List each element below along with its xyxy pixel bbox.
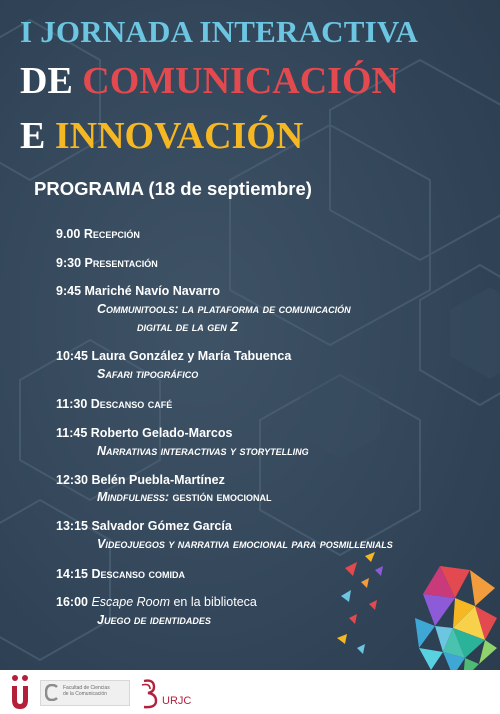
title-highlight-innovacion: INNOVACIÓN [54,115,304,157]
schedule-detail: Videojuegos y narrativa emocional para posmillenials [97,537,393,551]
schedule-text: Presentación [84,256,158,270]
schedule-detail-navio-line1 [97,301,351,318]
schedule-time: 11:30 [56,397,88,411]
title-line-3 [20,117,303,155]
schedule-detail: Narrativas interactivas y storytelling [97,444,309,458]
schedule-time: 10:45 [56,349,88,363]
faculty-c-icon [45,684,59,701]
schedule-text: Descanso café [90,397,173,411]
schedule-item-reception [56,226,140,243]
faculty-name [63,685,110,697]
schedule-time: 9.00 [56,227,81,241]
title-line-1: I JORNADA INTERACTIVA [20,14,419,49]
schedule-speaker: Belén Puebla-Martínez [91,473,225,487]
schedule-detail-em: Communitools: [97,302,179,316]
footer-logo-bar [0,670,500,714]
schedule-speaker: Roberto Gelado-Marcos [90,426,233,440]
title-line-2-prefix: DE [20,60,83,102]
schedule-time: 16:00 [56,595,88,609]
schedule-time: 11:45 [56,426,88,440]
title-line-3-prefix: E [20,115,55,157]
title-highlight-comunicacion: COMUNICACIÓN [82,60,399,102]
schedule-detail: Safari tipográfico [97,367,199,381]
schedule-item-lunch-break [56,566,185,583]
urjc-text: URJC [162,695,192,707]
schedule-item-escape-room [56,594,257,611]
schedule-time: 12:30 [56,473,88,487]
schedule-detail-puebla [97,489,272,506]
schedule-speaker: Laura González y María Tabuenca [91,349,292,363]
faculty-line-2: de la Comunicación [63,691,107,697]
schedule-detail-em: Mindfulness: [97,490,170,504]
schedule-speaker: Mariché Navío Navarro [84,284,220,298]
schedule-detail: Juego de identidades [97,613,211,627]
schedule-time: 9:45 [56,284,82,298]
schedule-time: 13:15 [56,519,88,533]
schedule-item-coffee-break [56,396,172,413]
schedule-time: 9:30 [56,256,82,270]
program-heading: PROGRAMA (18 de septiembre) [34,178,312,199]
faculty-logo [40,680,130,706]
schedule-speaker: Salvador Gómez García [91,519,232,533]
title-line-2 [20,62,399,100]
schedule-time: 14:15 [56,567,88,581]
urjc-logo [140,677,216,709]
schedule-detail-navio-line2: digital de la gen Z [137,320,238,334]
faculty-line-1: Facultad de Ciencias [63,685,110,691]
schedule-item-gomez [56,518,232,535]
schedule-item-puebla [56,472,225,489]
schedule-item-gelado [56,425,232,442]
urjc-u-logo [8,672,32,712]
schedule-text: Descanso comida [91,567,185,581]
schedule-detail-rest: la plataforma de comunicación [178,302,351,316]
schedule-item-gonzalez-tabuenca [56,348,291,365]
schedule-text: Recepción [83,227,140,241]
schedule-item-presentation [56,255,158,272]
schedule-text-em: Escape Room [91,595,170,609]
schedule-text-rest: en la biblioteca [169,595,257,609]
schedule-detail-rest: gestión emocional [169,490,272,504]
schedule-item-navio [56,283,220,300]
